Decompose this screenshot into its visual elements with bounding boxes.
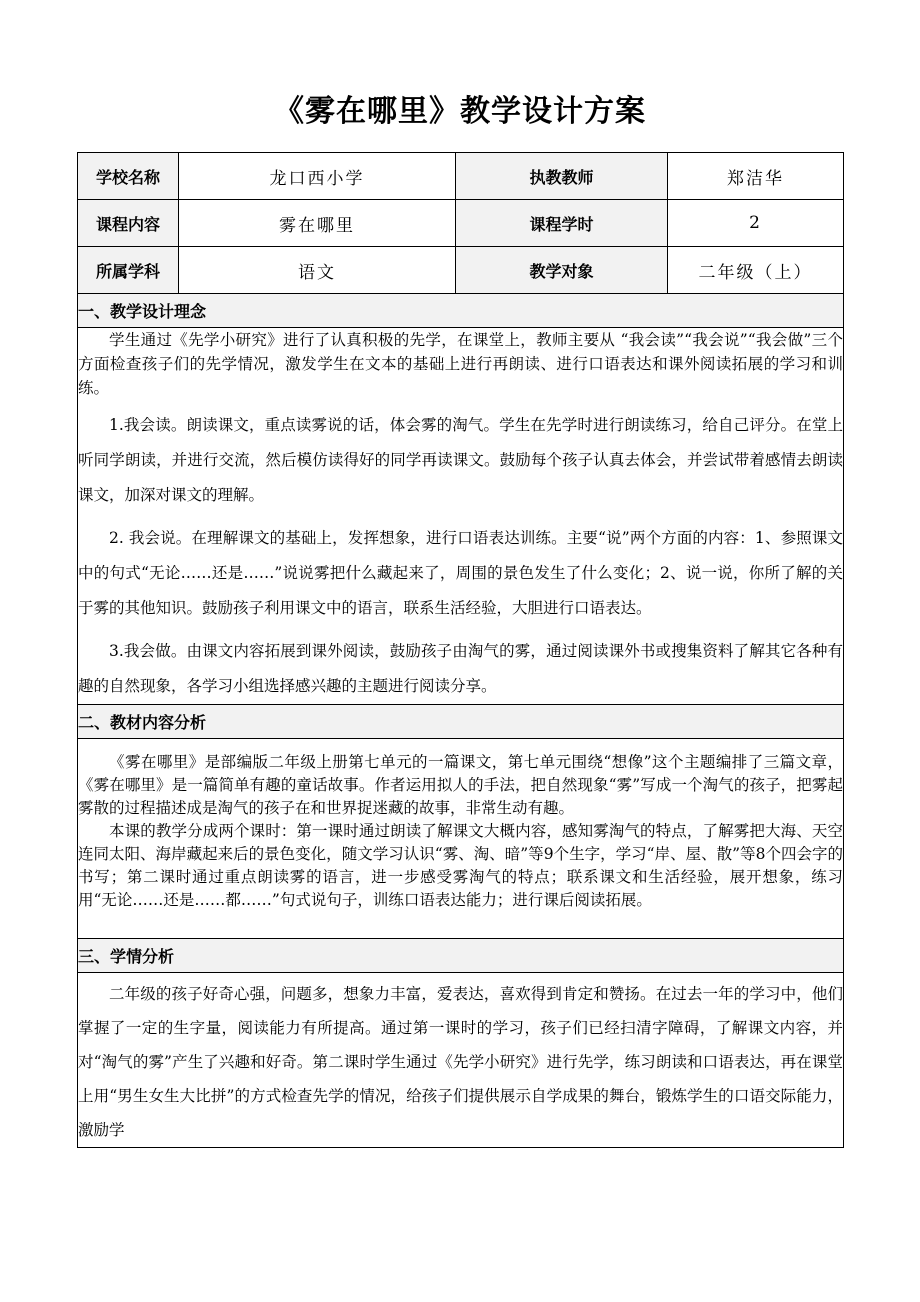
subject-value: 语文 [179, 247, 456, 294]
hours-label: 课程学时 [456, 200, 668, 247]
section-3-paragraph: 二年级的孩子好奇心强，问题多，想象力丰富，爱表达，喜欢得到肯定和赞扬。在过去一年的学习中，他们掌握了一定的生字量，阅读能力有所提高。通过第一课时的学习，孩子们已经扫清字障碍，了解课文内容，并对“淘气的雾”产生了兴趣和好奇。第二课时学生通过《先学小研究》进行先学，练习朗读和口语表达，再在课堂上用“男生女生大比拼”的方式检查先学的情况，给孩子们提供展示自学成果的舞台，锻炼学生的口语交际能力，激励学 [78, 985, 843, 1139]
target-value: 二年级（上） [668, 247, 844, 294]
section-2-heading: 二、教材内容分析 [78, 705, 844, 739]
hours-value: 2 [668, 200, 844, 247]
info-row-school [78, 153, 844, 200]
subject-label: 所属学科 [78, 247, 179, 294]
section-1-body [78, 328, 844, 705]
section-1-paragraph: 学生通过《先学小研究》进行了认真积极的先学，在课堂上，教师主要从 “我会读”“我会说”“我会做”三个方面检查孩子们的先学情况，激发学生在文本的基础上进行再朗读、进行口语表达和课外阅读拓展的学习和训练。 [78, 331, 843, 397]
section-heading-row [78, 294, 844, 328]
section-1-paragraph: 2. 我会说。在理解课文的基础上，发挥想象，进行口语表达训练。主要“说”两个方面的内容：1、参照课文中的句式“无论……还是……”说说雾把什么藏起来了，周围的景色发生了什么变化；2、说一说，你所了解的关于雾的其他知识。鼓励孩子利用课文中的语言，联系生活经验，大胆进行口语表达。 [78, 529, 843, 617]
section-3-heading: 三、学情分析 [78, 939, 844, 973]
section-1-heading: 一、教学设计理念 [78, 294, 844, 328]
school-value: 龙口西小学 [179, 153, 456, 200]
teacher-value: 郑洁华 [668, 153, 844, 200]
section-body-row [78, 739, 844, 939]
section-2-paragraph: 本课的教学分成两个课时：第一课时通过朗读了解课文大概内容，感知雾淘气的特点，了解雾把大海、天空连同太阳、海岸藏起来后的景色变化，随文学习认识“雾、淘、暗”等9个生字，学习“岸、屋、散”等8个四会字的书写；第二课时通过重点朗读雾的语言，进一步感受雾淘气的特点；联系课文和生活经验，展开想象，练习用“无论……还是……都……”句式说句子，训练口语表达能力；进行课后阅读拓展。 [78, 822, 843, 909]
section-1-paragraph: 3.我会做。由课文内容拓展到课外阅读，鼓励孩子由淘气的雾，通过阅读课外书或搜集资料了解其它各种有趣的自然现象，各学习小组选择感兴趣的主题进行阅读分享。 [78, 642, 843, 695]
lesson-plan-table [77, 152, 844, 1148]
school-label: 学校名称 [78, 153, 179, 200]
page-title: 《雾在哪里》教学设计方案 [274, 94, 646, 129]
section-body-row [78, 328, 844, 705]
section-body-row [78, 973, 844, 1148]
info-row-subject [78, 247, 844, 294]
teacher-label: 执教教师 [456, 153, 668, 200]
target-label: 教学对象 [456, 247, 668, 294]
section-2-body [78, 739, 844, 939]
info-row-course [78, 200, 844, 247]
section-1-paragraph: 1.我会读。朗读课文，重点读雾说的话，体会雾的淘气。学生在先学时进行朗读练习，给自己评分。在堂上听同学朗读，并进行交流，然后模仿读得好的同学再读课文。鼓励每个孩子认真去体会，并尝试带着感情去朗读课文，加深对课文的理解。 [78, 416, 843, 504]
course-label: 课程内容 [78, 200, 179, 247]
section-2-paragraph: 《雾在哪里》是部编版二年级上册第七单元的一篇课文，第七单元围绕“想像”这个主题编排了三篇文章，《雾在哪里》是一篇简单有趣的童话故事。作者运用拟人的手法，把自然现象“雾”写成一个淘气的孩子，把雾起雾散的过程描述成是淘气的孩子在和世界捉迷藏的故事，非常生动有趣。 [78, 753, 843, 817]
section-3-body [78, 973, 844, 1148]
section-heading-row [78, 939, 844, 973]
course-value: 雾在哪里 [179, 200, 456, 247]
section-heading-row [78, 705, 844, 739]
